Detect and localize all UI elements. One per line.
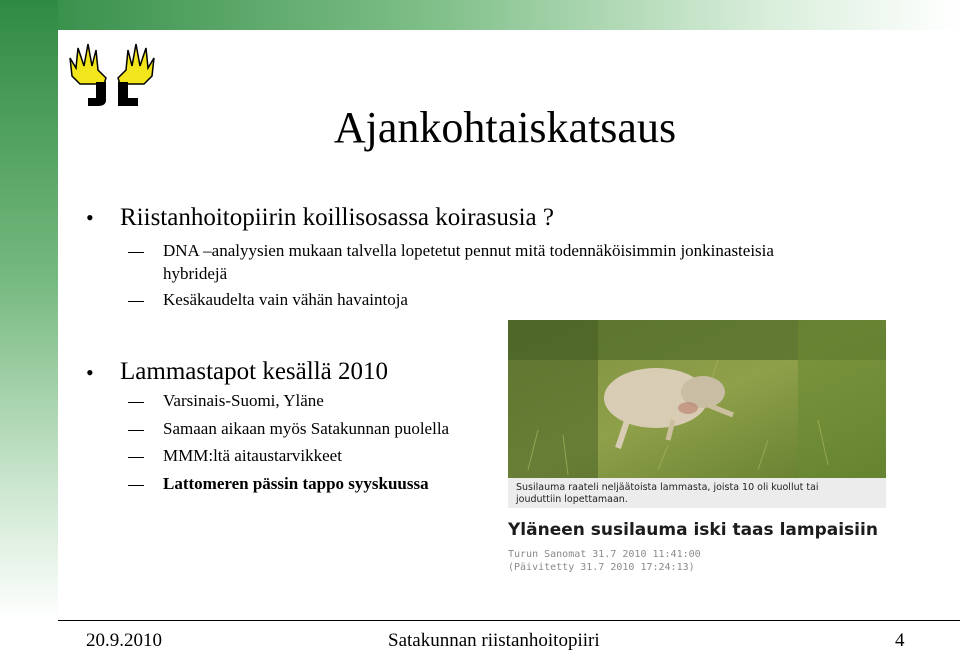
meta-published: Turun Sanomat 31.7 2010 11:41:00 bbox=[508, 549, 701, 560]
top-gradient-frame bbox=[0, 0, 960, 30]
news-photo bbox=[508, 320, 886, 478]
organization-logo bbox=[66, 38, 158, 108]
caption-line-2: jouduttiin lopettamaan. bbox=[516, 494, 628, 505]
footer-divider bbox=[58, 620, 960, 621]
section2-heading: Lammastapot kesällä 2010 bbox=[120, 358, 388, 385]
footer-date: 20.9.2010 bbox=[86, 630, 162, 651]
dash-icon bbox=[128, 430, 144, 431]
news-headline: Yläneen susilauma iski taas lampaisiin bbox=[508, 520, 878, 540]
section1-item-1-cont: hybridejä bbox=[163, 264, 228, 283]
section1-item-2: Kesäkaudelta vain vähän havaintoja bbox=[163, 290, 408, 309]
caption-line-1: Susilauma raateli neljäätoista lammasta, joista 10 oli kuollut tai bbox=[516, 482, 819, 493]
section2-item-4: Lattomeren pässin tappo syyskuussa bbox=[163, 474, 429, 493]
dash-icon bbox=[128, 252, 144, 253]
section2-item-3: MMM:ltä aitaustarvikkeet bbox=[163, 446, 342, 465]
right-antler-icon bbox=[118, 44, 154, 84]
section1-heading: Riistanhoitopiirin koillisosassa koirasusia ? bbox=[120, 204, 554, 231]
dash-icon bbox=[128, 485, 144, 486]
footer-organization: Satakunnan riistanhoitopiiri bbox=[388, 630, 600, 651]
news-meta bbox=[508, 548, 701, 574]
section2-item-1: Varsinais-Suomi, Yläne bbox=[163, 391, 324, 410]
dash-icon bbox=[128, 301, 144, 302]
bullet-dot-icon: • bbox=[86, 205, 94, 230]
left-antler-icon bbox=[70, 44, 106, 84]
dash-icon bbox=[128, 402, 144, 403]
left-gradient-frame bbox=[0, 0, 58, 620]
photo-caption bbox=[508, 478, 886, 508]
bullet-dot-icon: • bbox=[86, 360, 94, 385]
section1-item-1: DNA –analyysien mukaan talvella lopetetut pennut mitä todennäköisimmin jonkinasteisia bbox=[163, 241, 774, 260]
footer-page-number: 4 bbox=[895, 630, 905, 651]
page-title: Ajankohtaiskatsaus bbox=[333, 103, 677, 152]
section2-item-2: Samaan aikaan myös Satakunnan puolella bbox=[163, 419, 450, 438]
dash-icon bbox=[128, 457, 144, 458]
meta-updated: (Päivitetty 31.7 2010 17:24:13) bbox=[508, 562, 695, 573]
